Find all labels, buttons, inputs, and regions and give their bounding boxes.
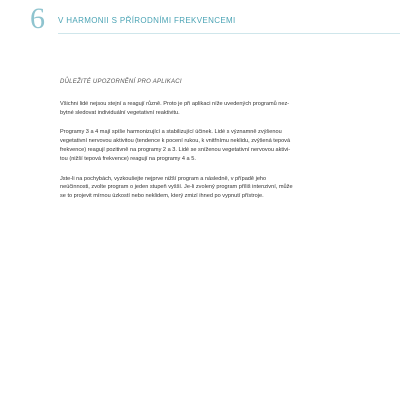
paragraph-line: Programy 3 a 4 mají spíše harmonizující a stabilizující účinek. Lidé s významně zvýšenou <box>60 129 282 136</box>
paragraph-line: se to projevit mírnou úzkostí nebo neklidem, který zmizí ihned po vypnutí přístroje. <box>60 193 264 200</box>
paragraph <box>60 100 332 118</box>
header-divider <box>58 33 400 34</box>
section-heading: DŮLEŽITÉ UPOZORNĚNÍ PRO APLIKACI <box>60 79 182 85</box>
paragraph <box>60 128 332 163</box>
paragraph-line: bytné sledovat individuální vegetativní reaktivitu. <box>60 109 180 116</box>
paragraph-line: neúčinnosti, zvolte program o jeden stupeň vyšší. Je-li zvolený program příliš intenzivní, může <box>60 184 293 191</box>
paragraph-line: frekvence) reagují pozitivně na programy 2 a 3. Lidé se sníženou vegetativní nervovou aktivi- <box>60 146 291 153</box>
paragraph-line: Všichni lidé nejsou stejní a reagují různě. Proto je při aplikaci níže uvedených programů nez- <box>60 100 290 107</box>
page-number: 6 <box>30 2 45 35</box>
running-header-title: V HARMONII S PŘÍRODNÍMI FREKVENCEMI <box>58 16 236 25</box>
paragraph-line: tou (nižší tepová frekvence) reagují na programy 4 a 5. <box>60 155 196 162</box>
paragraph-line: vegetativní nervovou aktivitou (tendence k pocení rukou, k vnitřnímu neklidu, zvýšená tepová <box>60 138 291 145</box>
paragraph-line: Jste-li na pochybách, vyzkoušejte nejprve nižší program a následně, v případě jeho <box>60 175 267 182</box>
main-content <box>60 78 332 212</box>
paragraph <box>60 175 332 201</box>
